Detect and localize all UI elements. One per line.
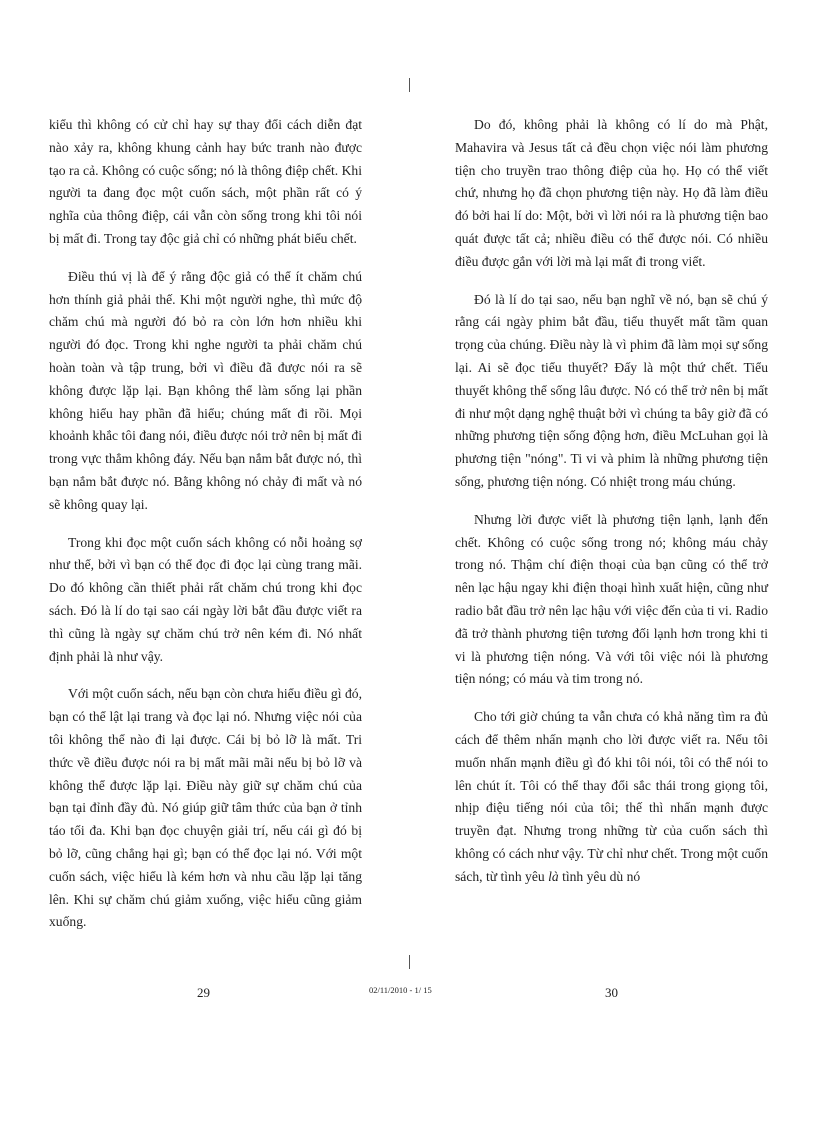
right-paragraph-1: Do đó, không phải là không có lí do mà Phật, Mahavira và Jesus tất cả đều chọn việc nói làm phương tiện cho truyền trao thông điệp của họ. Họ có thể viết chứ, nhưng họ đã chọn phương tiện này. Họ đã làm điều đó bởi hai lí do: Một, bởi vì lời nói ra là phương tiện bao quát được tất cả; nhiều điều có thể được nói. Có nhiều điều được gắn với lời mà lại mất đi trong viết. [455, 117, 768, 269]
right-page-column [455, 114, 768, 904]
page-divider-mark-bottom [409, 955, 410, 969]
right-paragraph-4-text: Cho tới giờ chúng ta vẫn chưa có khả năng tìm ra đủ cách để thêm nhấn mạnh cho lời được viết ra. Nếu tôi muốn nhấn mạnh điều gì đó khi tôi nói, tôi có thể nói to lên chút ít. Tôi có thể thay đổi sắc thái trong giọng tôi, nhịp điệu tiếng nói của tôi; thế thì nhấn mạnh được truyền đạt. Nhưng trong những từ của cuốn sách thì không có cách như vậy. Từ chỉ như chết. Trong một cuốn sách, từ tình yêu [455, 709, 768, 884]
right-paragraph-2: Đó là lí do tại sao, nếu bạn nghĩ về nó, bạn sẽ chú ý rằng cái ngày phim bắt đầu, tiểu thuyết mất tầm quan trọng của chúng. Điều này là vì phim đã làm mọi sự sống lại. Ai sẽ đọc tiểu thuyết? Đấy là một thứ chết. Tiểu thuyết không thể sống lâu được. Nó có thể trở nên bị mất đi như một dạng nghệ thuật bởi vì chúng ta bây giờ đã có những phương tiện sống động hơn, điều McLuhan gọi là phương tiện "nóng". Ti vi và phim là những phương tiện sống, phương tiện nóng. Có nhiệt trong máu chúng. [455, 291, 768, 489]
left-page-number: 29 [197, 985, 210, 1000]
page-divider-mark-top [409, 78, 410, 92]
left-paragraph-2: Điều thú vị là để ý rằng độc giả có thể ít chăm chú hơn thính giả phải thế. Khi một người nghe, thì mức độ chăm chú mà người đó bỏ ra còn lớn hơn nhiều khi người đó đọc. Trong khi nghe người ta phải chăm chú hoàn toàn và tập trung, bởi vì điều đã được nói ra sẽ không được lặp lại. Bạn không thể làm sống lại phần không hiểu hay phần đã hiểu; chúng mất đi rồi. Mọi khoảnh khắc tôi đang nói, điều được nói trở nên bị mất đi trong vực thẳm không đáy. Nếu bạn nắm bắt được nó, thì bạn nắm bắt được nó. Bằng không nó chảy đi mất và nó sẽ không quay lại. [49, 268, 362, 512]
right-paragraph-3: Nhưng lời được viết là phương tiện lạnh, lạnh đến chết. Không có cuộc sống trong nó; không máu chảy trong nó. Thậm chí điện thoại của bạn cũng có thể trở nên lạc hậu ngay khi điện thoại hình xuất hiện, cũng như radio bắt đầu trở nên lạc hậu với việc đến của ti vi. Radio đã trở thành phương tiện tương đối lạnh hơn trong khi ti vi là phương tiện nóng. Và với tôi việc nói là phương tiện nóng; có máu và tim trong nó. [455, 511, 768, 687]
left-paragraph-4: Với một cuốn sách, nếu bạn còn chưa hiểu điều gì đó, bạn có thể lật lại trang và đọc lại nó. Nhưng việc nói của tôi không thể nào đi lại được. Cái bị bỏ lỡ là mất. Tri thức về điều được nói ra bị mất mãi mãi nếu bị bỏ lỡ và không thể được lặp lại. Điều này giữ sự chăm chú của bạn tại đỉnh đầy đủ. Nó giúp giữ tâm thức của bạn ở tỉnh táo tối đa. Khi bạn đọc chuyện giải trí, nếu cái gì đó bị bỏ lỡ, cũng chẳng hại gì; bạn có thể đọc lại nó. Với một cuốn sách, việc hiểu là kém hơn và nhu cầu lặp lại tăng lên. Khi sự chăm chú giảm xuống, việc hiểu cũng giảm xuống. [49, 686, 362, 930]
left-page-column [49, 114, 362, 949]
left-paragraph-1: kiểu thì không có cử chỉ hay sự thay đổi cách diễn đạt nào xảy ra, không khung cảnh hay bức tranh nào được tạo ra cả. Không có cuộc sống; nó là thông điệp chết. Khi người ta đang đọc một cuốn sách, một phần rất có ý nghĩa của thông điệp, cái vẫn còn sống trong khi tôi nói bị mất đi. Trong tay độc giả chỉ có những phát biểu chết. [49, 117, 362, 246]
right-page-number: 30 [605, 985, 618, 1000]
emphasis-word: là [548, 868, 559, 884]
right-paragraph-4-tail: tình yêu dù nó [562, 868, 641, 884]
right-paragraph-4 [455, 706, 768, 888]
footer-date-stamp: 02/11/2010 - 1/ 15 [369, 985, 432, 995]
left-paragraph-3: Trong khi đọc một cuốn sách không có nỗi hoảng sợ như thế, bởi vì bạn có thể đọc đi đọc lại cùng trang mãi. Do đó không cần thiết phải rất chăm chú trong khi đọc sách. Đó là lí do tại sao cái ngày lời bắt đầu được viết ra thì cũng là ngày sự chăm chú trở nên kém đi. Nó nhất định phải là như vậy. [49, 534, 362, 664]
